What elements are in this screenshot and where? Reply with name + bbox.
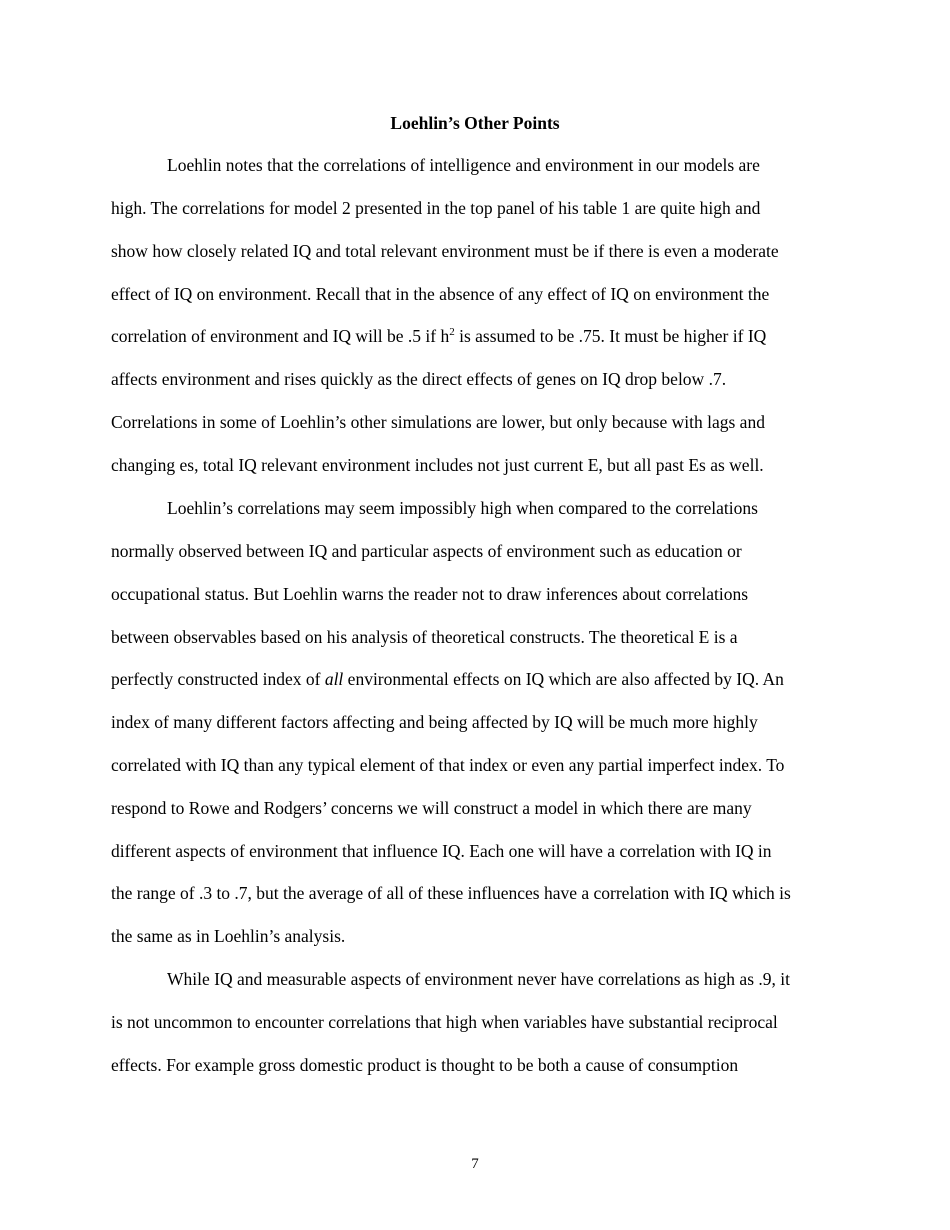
paragraph-2-line-5 — [111, 668, 784, 690]
paragraph-2-line-6: index of many different factors affecting and being affected by IQ will be much more highly — [111, 712, 758, 732]
paragraph-1-line-1: Loehlin notes that the correlations of intelligence and environment in our models are — [167, 155, 760, 175]
line-text-after-superscript: is assumed to be .75. It must be higher if IQ — [454, 326, 767, 346]
paragraph-3-line-3: effects. For example gross domestic product is thought to be both a cause of consumption — [111, 1055, 739, 1075]
paragraph-2-line-1: Loehlin’s correlations may seem impossibly high when compared to the correlations — [167, 498, 758, 518]
paragraph-1-line-2: high. The correlations for model 2 presented in the top panel of his table 1 are quite high and — [111, 198, 761, 218]
paragraph-1-line-6: affects environment and rises quickly as the direct effects of genes on IQ drop below .7. — [111, 369, 727, 389]
paragraph-2-line-2: normally observed between IQ and particular aspects of environment such as education or — [111, 541, 742, 561]
paragraph-2-line-3: occupational status. But Loehlin warns the reader not to draw inferences about correlations — [111, 584, 749, 604]
section-heading: Loehlin’s Other Points — [390, 113, 560, 133]
paragraph-1-line-5 — [111, 325, 766, 347]
paragraph-1-line-8: changing es, total IQ relevant environment includes not just current E, but all past Es as well. — [111, 455, 764, 475]
paragraph-2-line-10: the range of .3 to .7, but the average of all of these influences have a correlation with IQ which is — [111, 883, 791, 903]
paragraph-1-line-7: Correlations in some of Loehlin’s other simulations are lower, but only because with lags and — [111, 412, 765, 432]
paragraph-2-line-9: different aspects of environment that influence IQ. Each one will have a correlation with IQ in — [111, 841, 772, 861]
line-text-after-emphasis: environmental effects on IQ which are also affected by IQ. An — [343, 669, 784, 689]
paragraph-1-line-4: effect of IQ on environment. Recall that in the absence of any effect of IQ on environment the — [111, 284, 770, 304]
paragraph-1-line-3: show how closely related IQ and total relevant environment must be if there is even a moderate — [111, 241, 779, 261]
paragraph-3-line-2: is not uncommon to encounter correlations that high when variables have substantial reciprocal — [111, 1012, 778, 1032]
line-text-before-emphasis: perfectly constructed index of — [111, 669, 325, 689]
page-number: 7 — [471, 1156, 479, 1172]
line-text-before-superscript: correlation of environment and IQ will be .5 if h — [111, 326, 450, 346]
superscript-exponent: 2 — [449, 326, 455, 338]
paragraph-2-line-11: the same as in Loehlin’s analysis. — [111, 926, 346, 946]
paragraph-2-line-4: between observables based on his analysis of theoretical constructs. The theoretical E is a — [111, 627, 738, 647]
paragraph-3-line-1: While IQ and measurable aspects of environment never have correlations as high as .9, it — [167, 969, 790, 989]
paragraph-2-line-8: respond to Rowe and Rodgers’ concerns we will construct a model in which there are many — [111, 798, 752, 818]
paragraph-2-line-7: correlated with IQ than any typical element of that index or even any partial imperfect index. To — [111, 755, 785, 775]
emphasized-word: all — [324, 669, 344, 689]
